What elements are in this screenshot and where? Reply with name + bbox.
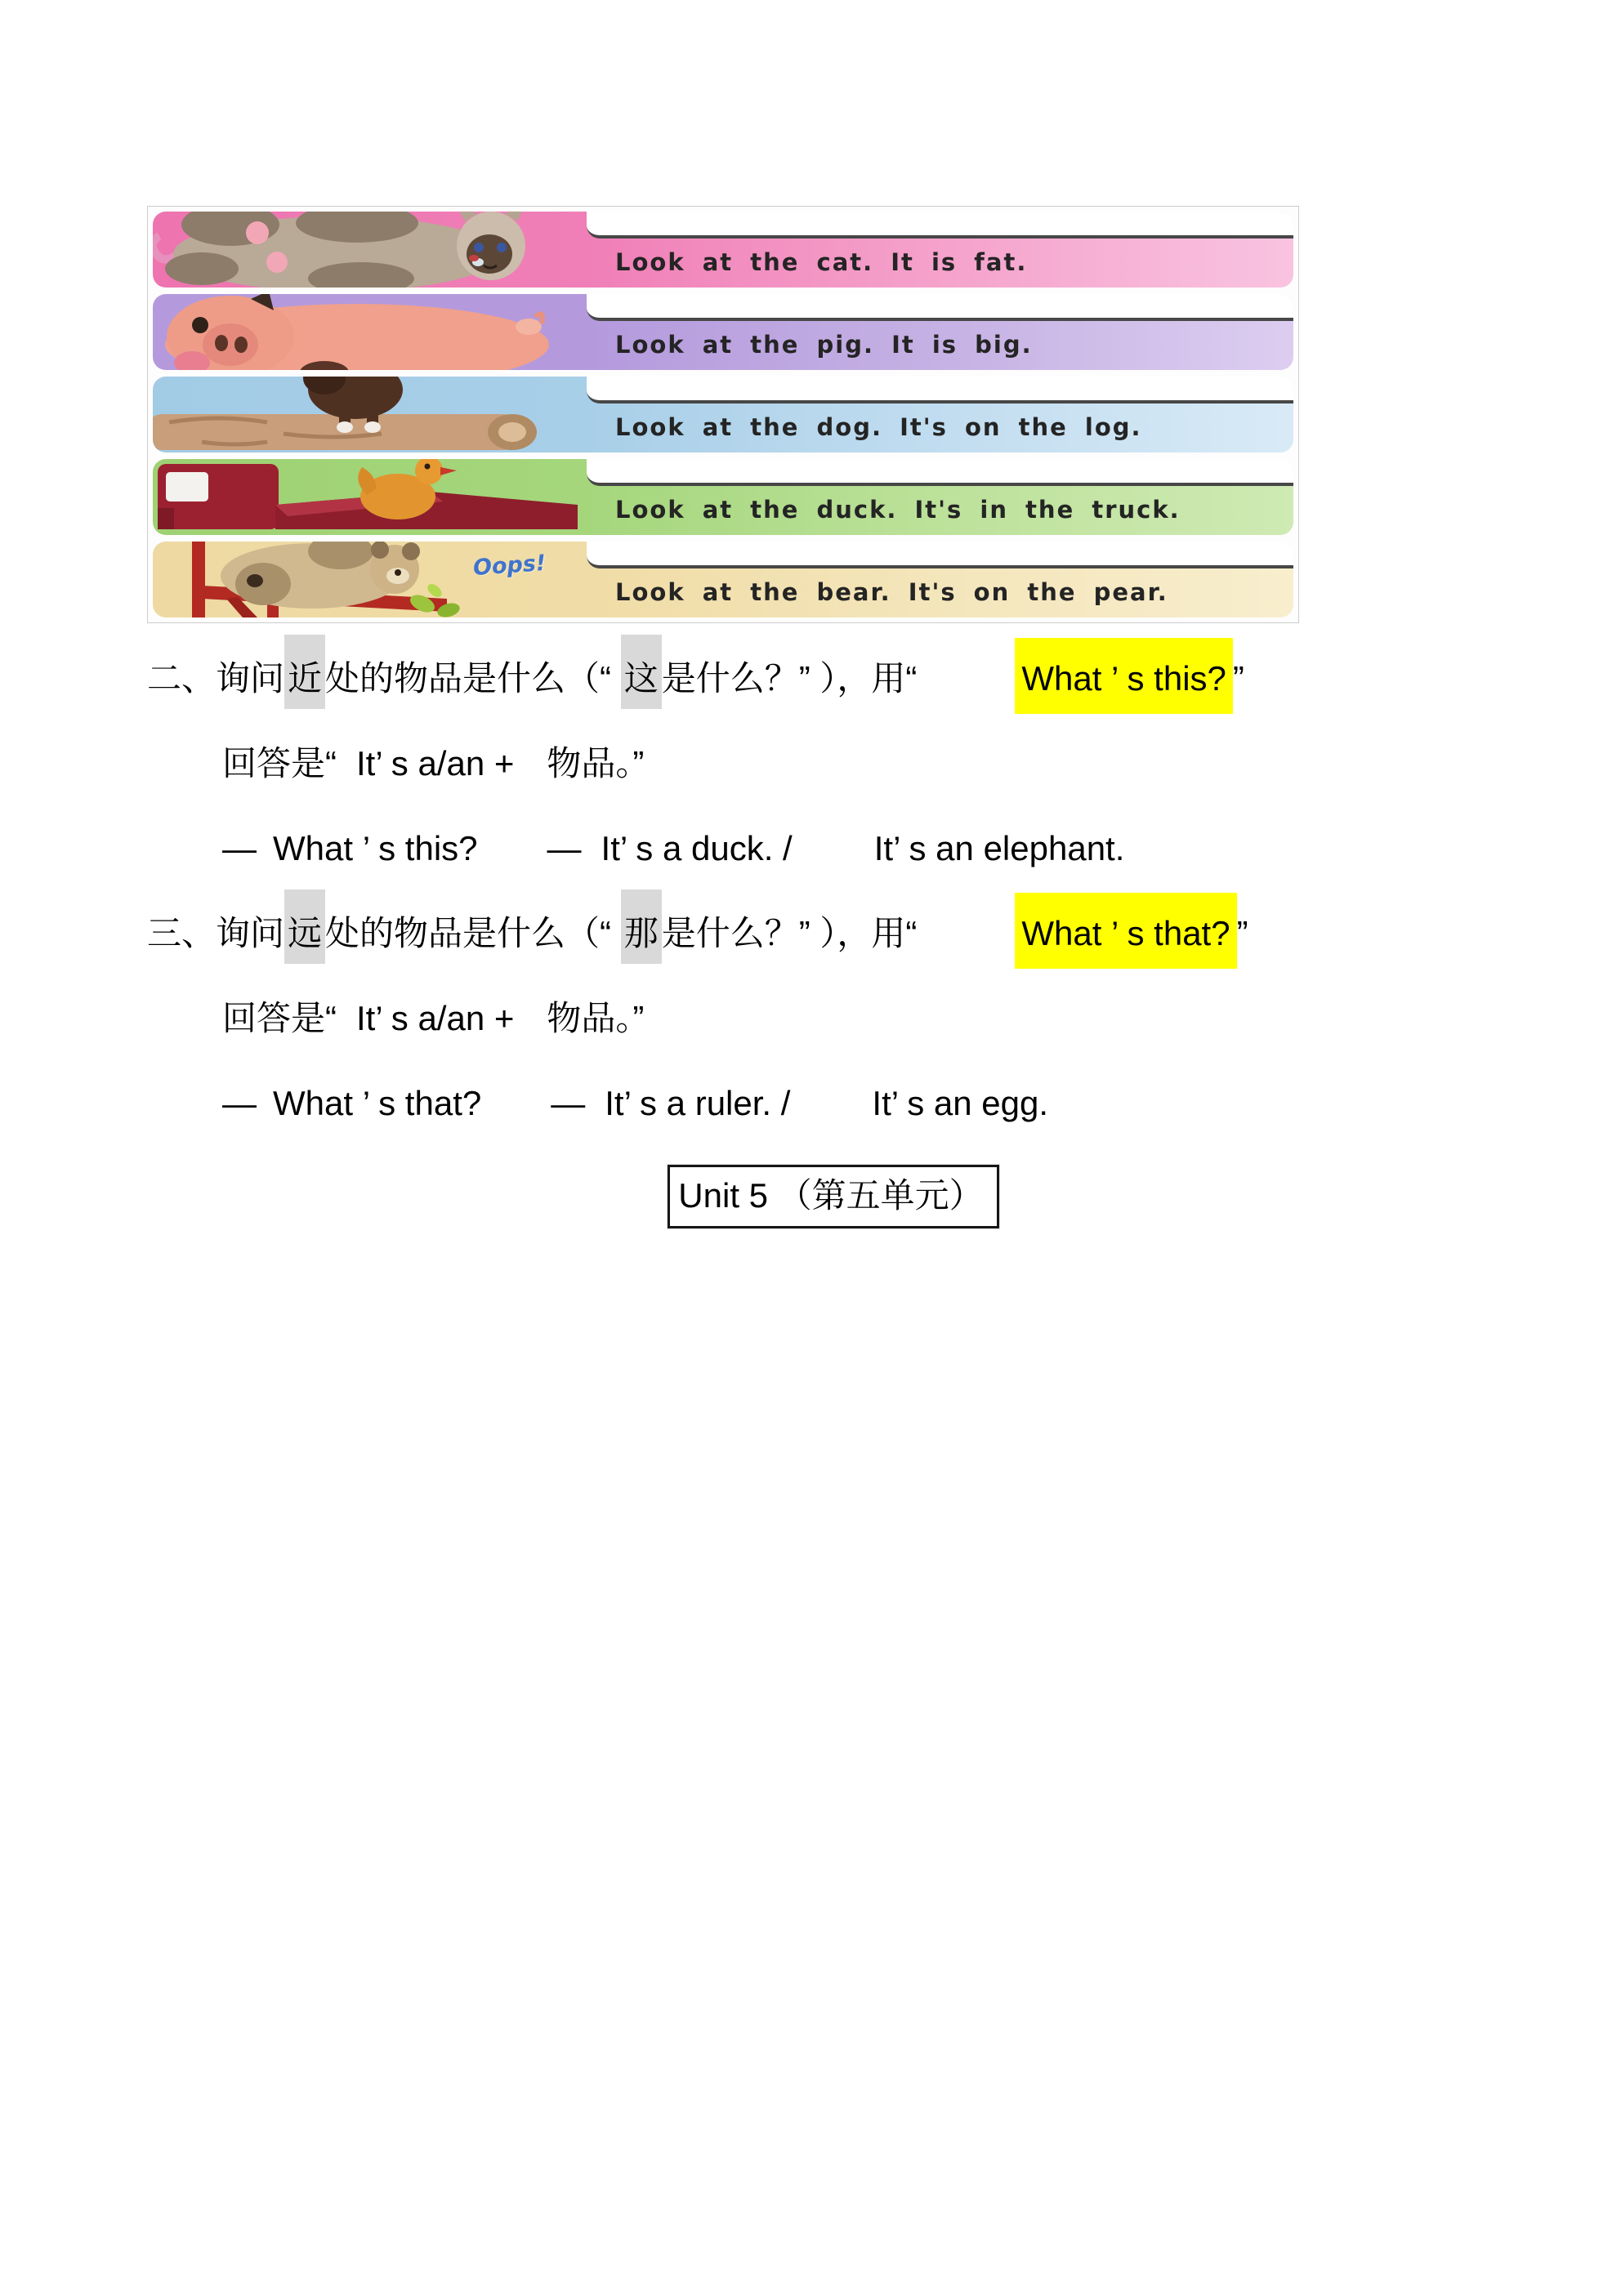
gray-mark: 那 <box>621 889 662 964</box>
embedded-picture <box>147 206 1299 623</box>
banner-caption: Look at the pig. It is big. <box>615 331 1033 359</box>
spacer <box>790 1114 872 1115</box>
banner-dog <box>153 377 1293 453</box>
highlighted-phrase: What ’ s that? <box>1015 893 1236 969</box>
gray-mark: 这 <box>621 635 662 709</box>
document-body <box>147 655 1520 1228</box>
banner-tab <box>587 212 1293 239</box>
banner-caption: Look at the duck. It's in the truck. <box>615 496 1181 524</box>
spacer <box>585 1114 605 1115</box>
spacer <box>481 1114 551 1115</box>
banner-cat <box>153 212 1293 288</box>
highlighted-phrase: What ’ s this? <box>1015 638 1233 714</box>
section2-example <box>147 825 1520 872</box>
spacer <box>917 689 1015 690</box>
spacer <box>582 859 601 860</box>
example-answer: It’ s a duck. / <box>601 829 793 867</box>
heading-text: ” <box>1236 914 1248 952</box>
example-answer: It’ s an egg. <box>872 1084 1048 1122</box>
heading-text: 处的物品是什么（“ <box>325 659 621 698</box>
spacer <box>337 774 356 775</box>
banner-caption: Look at the bear. It's on the pear. <box>615 578 1168 606</box>
spacer <box>514 774 547 775</box>
heading-text: 三、询问 <box>147 914 285 952</box>
banner-tab <box>587 377 1293 403</box>
banner-duck <box>153 459 1293 535</box>
example-question: What ’ s this? <box>273 829 478 867</box>
spacer <box>257 1114 273 1115</box>
answer-text: 回答是“ <box>222 744 337 782</box>
dash: — <box>551 1084 586 1122</box>
dash: — <box>547 829 582 867</box>
pig-illustration <box>153 294 586 370</box>
cat-illustration <box>153 212 586 288</box>
banner-caption: Look at the dog. It's on the log. <box>615 413 1142 441</box>
banner-tab <box>587 542 1293 568</box>
heading-text: 二、询问 <box>147 659 285 698</box>
oops-label: Oops! <box>472 550 547 582</box>
heading-text: 是什么？” ），用“ <box>661 659 918 698</box>
spacer <box>478 859 547 860</box>
duck-illustration <box>153 459 586 535</box>
answer-text: 物品。” <box>547 744 645 782</box>
spacer <box>917 944 1015 945</box>
answer-english: It’ s a/an + <box>356 744 515 782</box>
answer-text: 物品。” <box>547 999 645 1037</box>
section3-answer <box>147 995 1520 1042</box>
unit-box-row <box>147 1165 1520 1228</box>
banner-pig <box>153 294 1293 370</box>
spacer <box>337 1029 356 1030</box>
heading-text: 是什么？” ），用“ <box>661 914 918 952</box>
dash: — <box>222 829 257 867</box>
spacer <box>793 859 874 860</box>
example-answer: It’ s an elephant. <box>873 829 1125 867</box>
gray-mark: 远 <box>284 889 325 964</box>
gray-mark: 近 <box>284 635 325 709</box>
spacer <box>514 1029 547 1030</box>
banner-caption: Look at the cat. It is fat. <box>615 248 1028 276</box>
example-question: What ’ s that? <box>273 1084 482 1122</box>
section2-answer <box>147 740 1520 787</box>
section3-example <box>147 1080 1520 1127</box>
banner-bear <box>153 542 1293 617</box>
banner-tab <box>587 459 1293 486</box>
answer-english: It’ s a/an + <box>356 999 515 1037</box>
section2-heading <box>147 655 1520 702</box>
dash: — <box>222 1084 257 1122</box>
heading-text: 处的物品是什么（“ <box>325 914 621 952</box>
spacer <box>257 859 273 860</box>
example-answer: It’ s a ruler. / <box>605 1084 791 1122</box>
heading-text: ” <box>1232 659 1244 698</box>
section3-heading <box>147 910 1520 957</box>
unit-title-box: Unit 5 （第五单元） <box>668 1165 998 1228</box>
answer-text: 回答是“ <box>222 999 337 1037</box>
banner-tab <box>587 294 1293 321</box>
dog-illustration <box>153 377 586 453</box>
